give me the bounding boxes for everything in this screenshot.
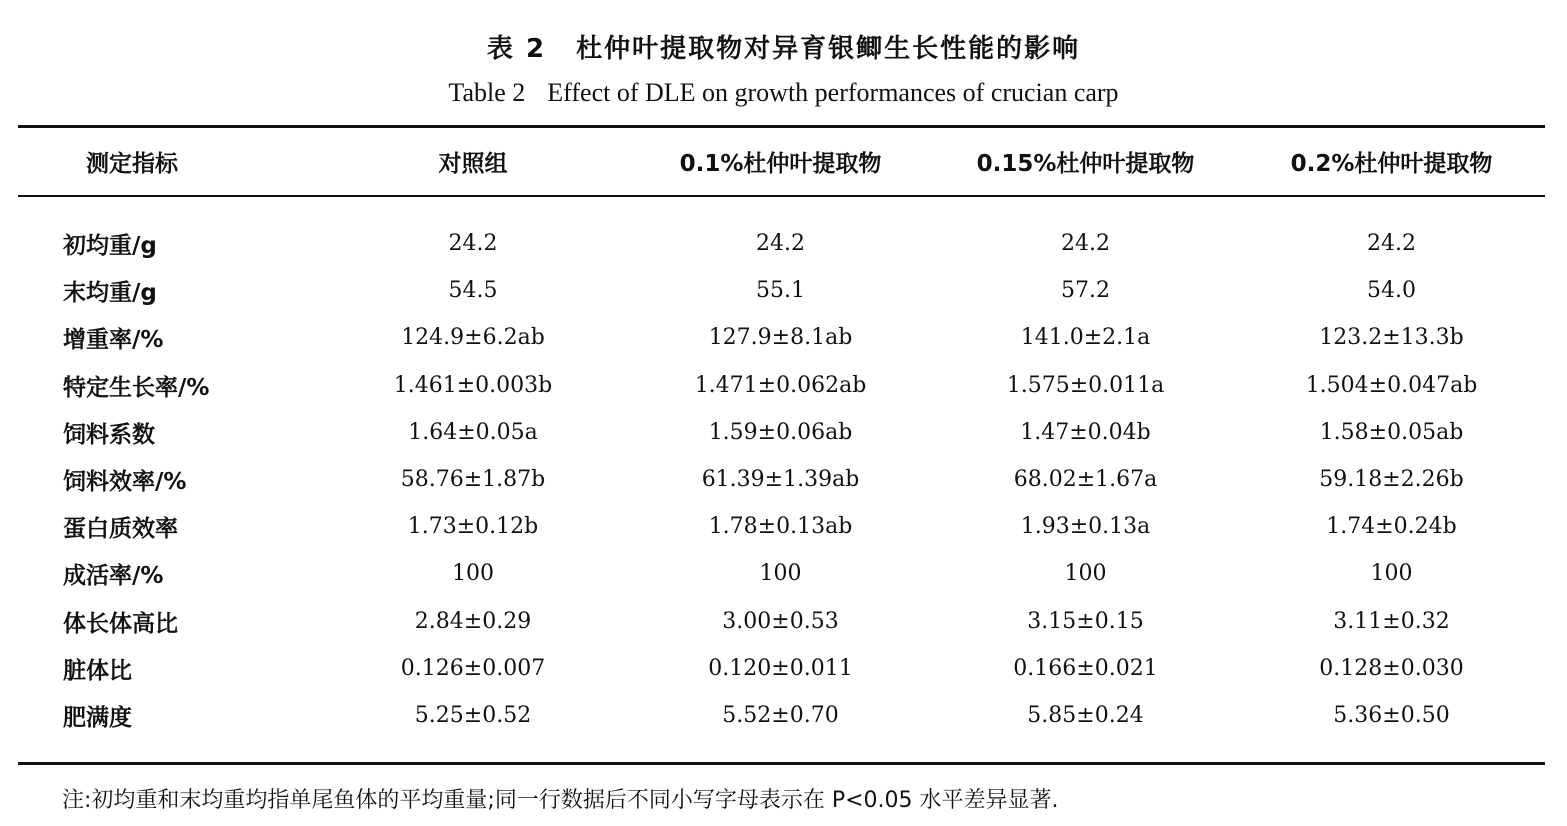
table-cell: 100 [1370,561,1413,587]
header-cell: 0.1%杜仲叶提取物 [679,151,882,177]
table-row [18,692,1545,739]
table-cell: 5.85±0.24 [1027,702,1144,728]
row-label: 肥满度 [63,704,132,731]
table-cell: 124.9±6.2ab [401,325,545,351]
table-cell: 24.2 [1061,231,1110,257]
table-cell: 59.18±2.26b [1319,467,1464,493]
table-row [18,598,1545,645]
table-row [18,220,1545,267]
row-label: 体长体高比 [63,610,178,637]
table-cell: 24.2 [1367,231,1416,257]
table-cell: 141.0±2.1a [1020,325,1151,351]
header-cell: 对照组 [438,151,508,177]
table-bottom-rule [18,762,1545,765]
table-cell: 100 [1064,561,1107,587]
table-cell: 54.0 [1367,278,1416,304]
table-row [18,456,1545,503]
table-caption-cn: 杜仲叶提取物对异育银鲫生长性能的影响 [576,34,1081,64]
table-cell: 127.9±8.1ab [708,325,853,351]
table-row [18,409,1545,456]
table-cell: 1.64±0.05a [408,419,538,445]
row-label: 脏体比 [63,657,132,684]
table-cell: 57.2 [1061,278,1110,304]
row-label: 饲料效率/% [63,469,187,496]
table-cell: 3.00±0.53 [722,608,839,634]
header-cell: 0.2%杜仲叶提取物 [1290,151,1493,177]
table-cell: 1.73±0.12b [407,514,539,540]
table-cell: 0.120±0.011 [708,655,853,681]
row-label: 成活率/% [63,563,164,590]
table-cell: 1.93±0.13a [1020,514,1151,540]
table-cell: 5.25±0.52 [414,702,532,728]
table-cell: 123.2±13.3b [1319,325,1464,351]
table-cell: 0.166±0.021 [1013,655,1158,681]
table-cell: 54.5 [448,278,498,304]
table-cell: 1.58±0.05ab [1319,419,1464,445]
table-cell: 5.36±0.50 [1333,702,1450,728]
table-cell: 3.11±0.32 [1333,608,1450,634]
row-label: 蛋白质效率 [63,516,178,543]
table-caption-en: Effect of DLE on growth performances of crucian carp [547,78,1119,107]
table-cell: 1.504±0.047ab [1305,372,1478,398]
table-cell: 24.2 [448,231,498,257]
table-footnote: 注:初均重和末均重均指单尾鱼体的平均重量;同一行数据后不同小写字母表示在 P<0.05 水平差异显著. [62,788,1059,813]
table-cell: 1.461±0.003b [393,372,553,398]
table-cell: 5.52±0.70 [722,702,839,728]
table-cell: 1.74±0.24b [1326,514,1457,540]
table-header-row [18,128,1545,195]
table-row [18,645,1545,692]
row-label: 饲料系数 [63,421,155,448]
row-label: 特定生长率/% [63,374,210,401]
table-cell: 0.126±0.007 [400,655,546,681]
table-cell: 1.59±0.06ab [708,419,853,445]
table-cell: 2.84±0.29 [414,608,532,634]
table-title-en [0,78,1567,108]
row-label: 增重率/% [63,327,164,354]
header-cell: 0.15%杜仲叶提取物 [976,151,1195,177]
table-body [18,220,1545,739]
table-cell: 58.76±1.87b [400,467,546,493]
table-cell: 100 [452,561,494,587]
header-cell: 测定指标 [86,151,178,177]
table-row [18,550,1545,597]
table-number-cn: 表 2 [486,34,547,64]
table-cell: 1.471±0.062ab [694,372,867,398]
table-row [18,314,1545,361]
table-number-en: Table 2 [448,78,526,107]
table-cell: 100 [759,561,802,587]
table-cell: 3.15±0.15 [1027,608,1144,634]
table-row [18,362,1545,409]
table-cell: 1.78±0.13ab [708,514,853,540]
table-cell: 0.128±0.030 [1319,655,1464,681]
table-cell: 55.1 [756,278,805,304]
table-cell: 68.02±1.67a [1013,467,1158,493]
table-row [18,267,1545,314]
table-cell: 24.2 [756,231,805,257]
row-label: 末均重/g [63,280,157,307]
table-title-cn [0,28,1567,65]
table-cell: 1.575±0.011a [1006,372,1165,398]
table-header-rule [18,195,1545,197]
table-cell: 1.47±0.04b [1020,419,1151,445]
table-row [18,503,1545,550]
row-label: 初均重/g [63,233,157,260]
table-cell: 61.39±1.39ab [701,467,860,493]
